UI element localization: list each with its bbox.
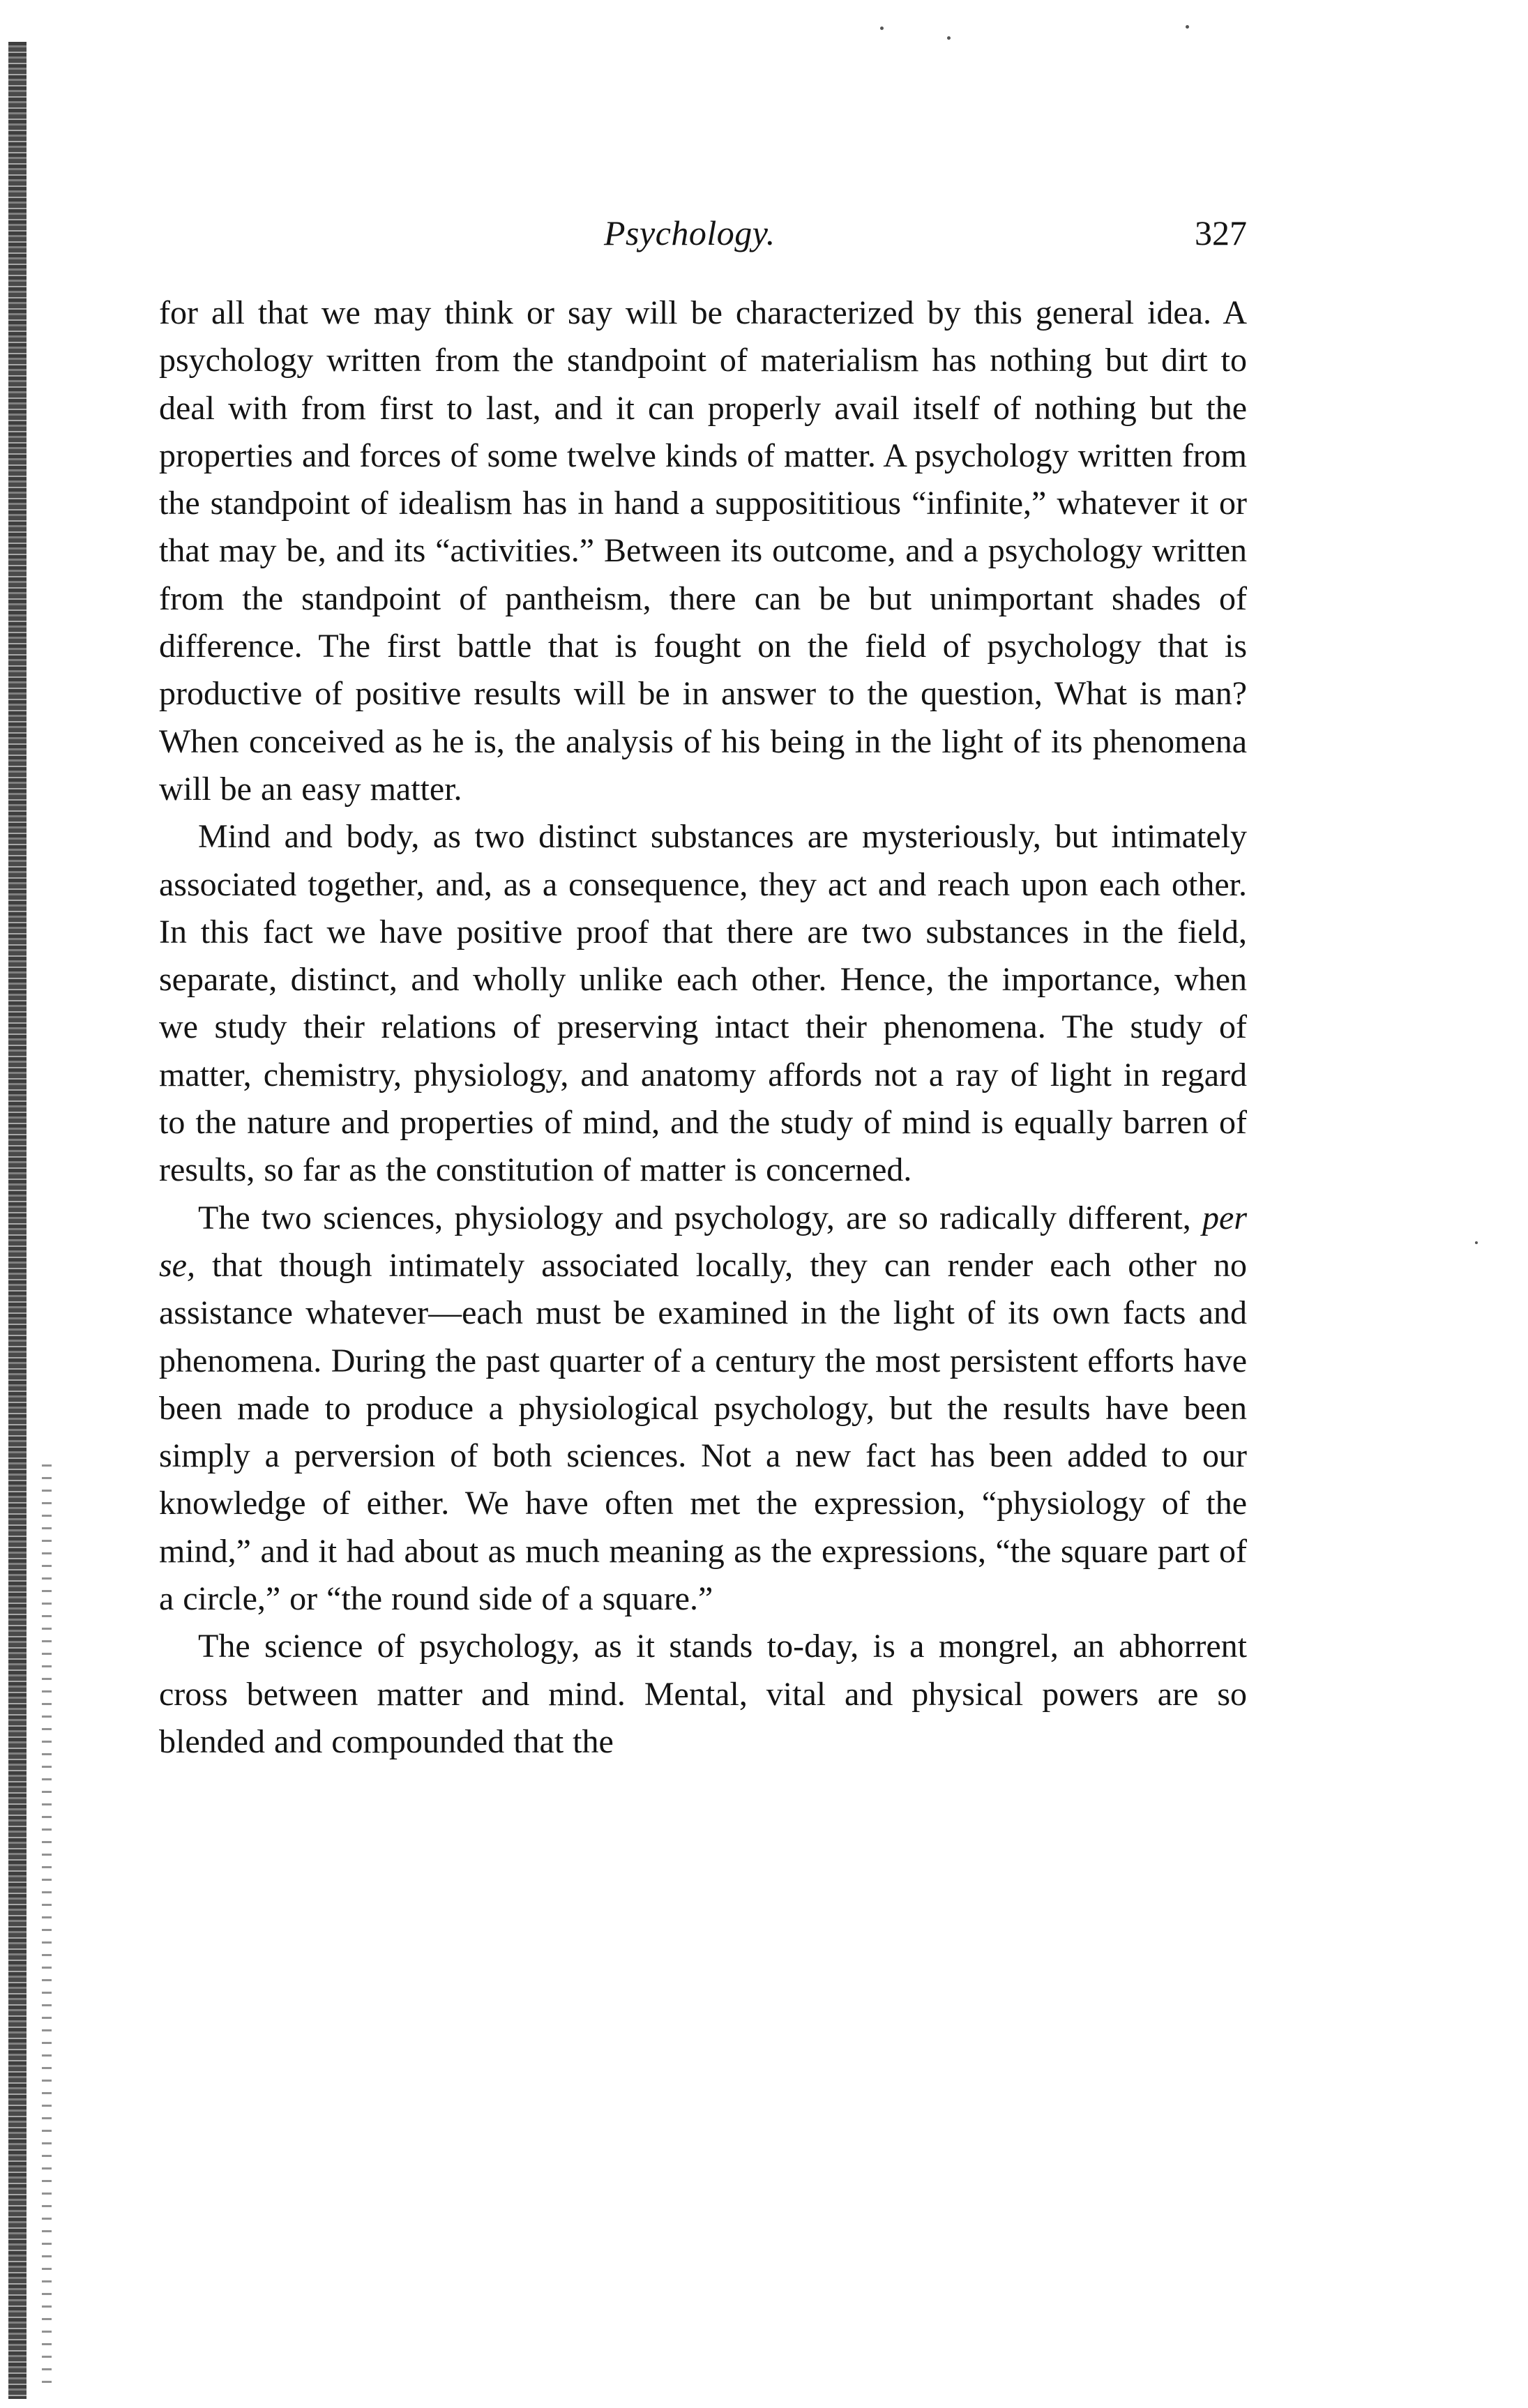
paragraph-4: The science of psychology, as it stands to-day, is a mongrel, an abhorrent cross between matter and mind. Mental, vital and physical powers are so blended and compounded that the [159,1628,1247,1760]
paragraph-1: for all that we may think or say will be characterized by this general idea. A psychology written from the standpoint of materialism has nothing but dirt to deal with from first to last, and it can properly avail itself of nothing but the properties and forces of some twelve kinds of matter. A psychology written from the standpoint of idealism has in hand a supposititious “infinite,” whatever it or that may be, and its “activities.” Between its outcome, and a psychology written from the standpoint of pantheism, there can be but unimportant shades of difference. The first battle that is fought on the field of psychology that is productive of positive results will be in answer to the question, What is man? When conceived as he is, the analysis of his being in the light of its phenomena will be an easy matter. [159,294,1247,808]
running-title: Psychology. [604,213,776,252]
ink-speck [1475,1241,1478,1244]
paragraph-2: Mind and body, as two distinct substances are mysteriously, but intimately associated together, and, as a consequence, they act and reach upon each other. In this fact we have positive proof that there are two substances in the field, separate, distinct, and wholly unlike each other. Hence, the importance, when we study their relations of preserving intact their phenomena. The study of matter, chemistry, physiology, and anatomy affords not a ray of light in regard to the nature and properties of mind, and the study of mind is equally barren of results, so far as the constitution of matter is concerned. [159,818,1247,1189]
page-number: 327 [1195,213,1247,252]
paragraph-3-text-before: The two sciences, physiology and psychology, are so radically different, [198,1199,1203,1236]
ink-speck [880,26,884,30]
ink-speck [1186,25,1189,29]
paragraph-3-text-after: that though intimately associated locally, they can render each other no assistance whatever—each must be examined in the light of its own facts and phenomena. During the past quarter of a century the most persistent efforts have been made to produce a physiological psychology, but the results have been simply a perversion of both sciences. Not a new fact has been added to our knowledge of either. We have often met the expression, “physiology of the mind,” and it had about as much meaning as the expressions, “the square part of a circle,” or “the round side of a square.” [159,1246,1247,1618]
latin-phrase: per se, [159,1199,1247,1284]
binding-shadow [42,1464,52,2392]
page-header [159,213,1247,268]
binding-edge [8,42,27,2399]
paragraph-3 [159,1195,1247,1623]
body-text [159,289,1247,1766]
ink-speck [947,36,951,40]
